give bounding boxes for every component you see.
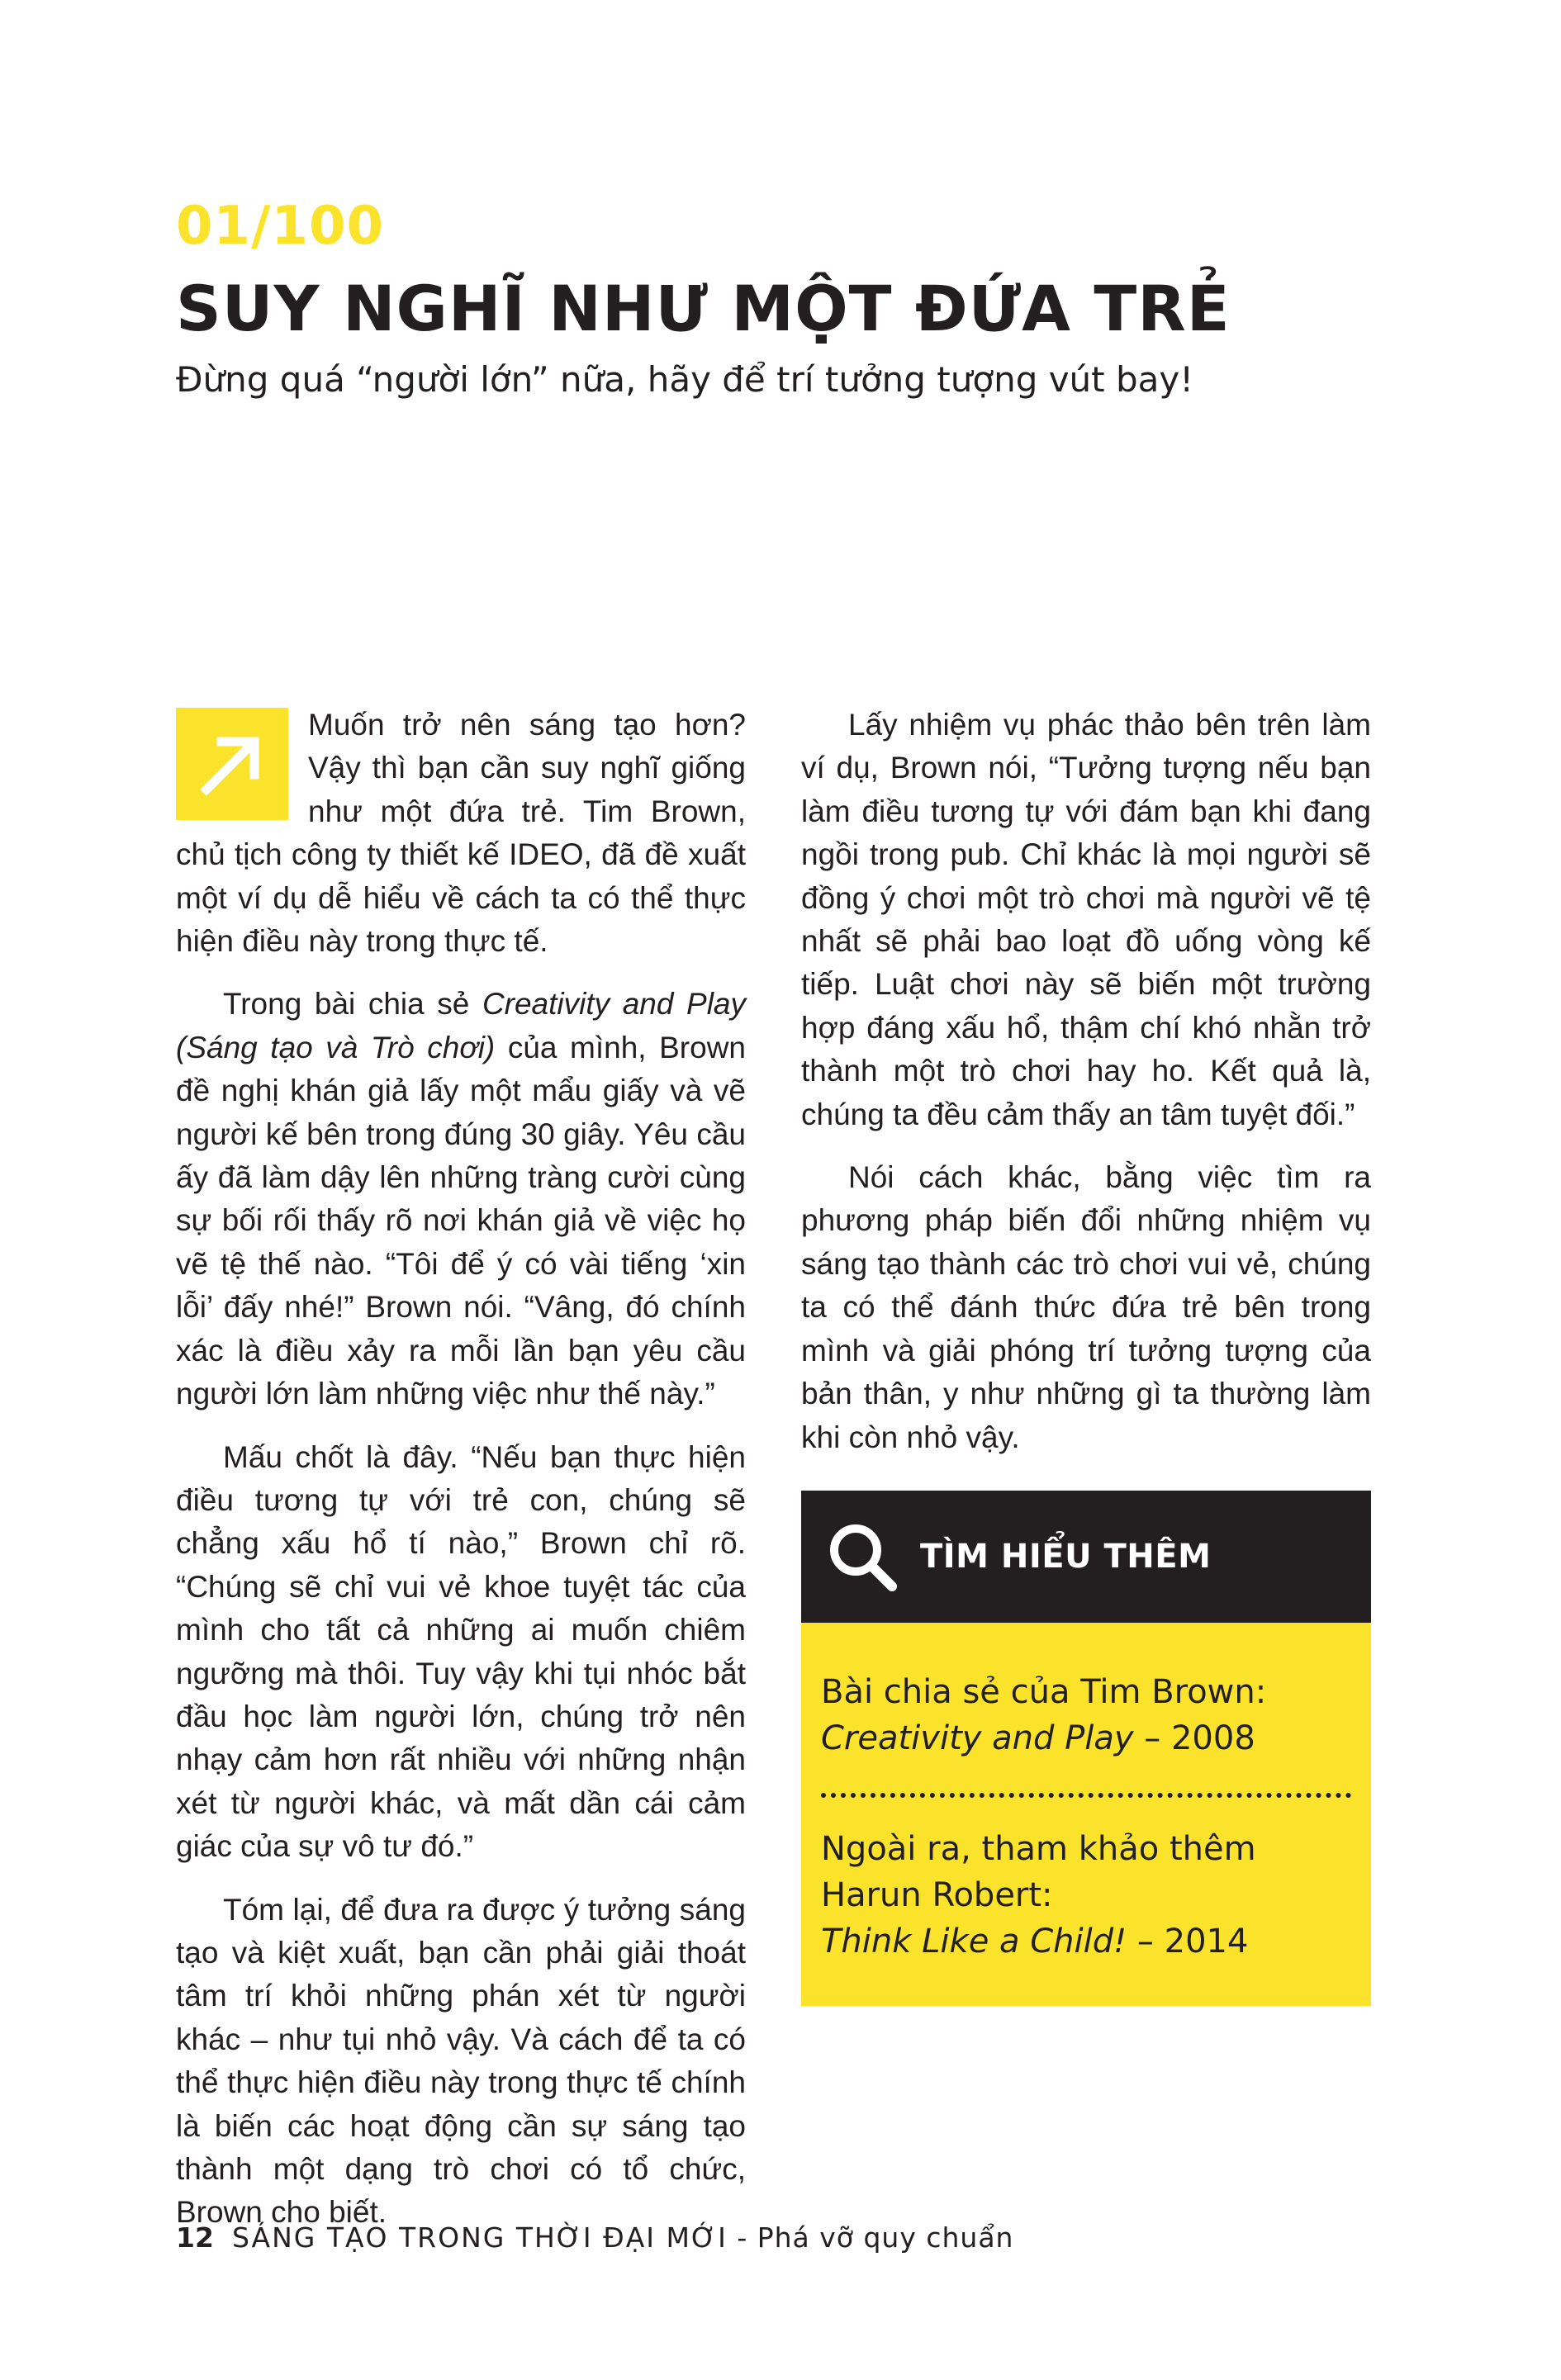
chapter-number: 01/100 xyxy=(176,196,385,257)
learn-more-header xyxy=(801,1491,1371,1623)
page-footer xyxy=(176,2221,1013,2254)
p2-before: Trong bài chia sẻ xyxy=(223,987,482,1022)
body-paragraph-4: Tóm lại, để đưa ra được ý tưởng sáng tạo và kiệt xuất, bạn cần phải giải thoát tâm trí khỏi những phán xét từ người khác – như tụi nhỏ vậy. Và cách để ta có thể thực hiện điều này trong thực tế chính là biến các hoạt động cần sự sáng tạo thành một dạng trò chơi có tổ chức, Brown cho biết. xyxy=(176,1892,746,2230)
reference-2-title: Think Like a Child! xyxy=(821,1922,1127,1960)
body-paragraph-5: Lấy nhiệm vụ phác thảo bên trên làm ví dụ, Brown nói, “Tưởng tượng nếu bạn làm điều tương tự với đám bạn khi đang ngồi trong pub. Chỉ khác là mọi người sẽ đồng ý chơi một trò chơi mà người vẽ tệ nhất sẽ phải bao loạt đồ uống vòng kế tiếp. Luật chơi này sẽ biến một trường hợp đáng xấu hổ, thậm chí khó nhằn trở thành một trò chơi hay ho. Kết quả là, chúng ta đều cảm thấy an tâm tuyệt đối.” xyxy=(801,708,1371,1131)
page-number: 12 xyxy=(176,2221,214,2254)
body-paragraph-6: Nói cách khác, bằng việc tìm ra phương pháp biến đổi những nhiệm vụ sáng tạo thành các trò chơi vui vẻ, chúng ta có thể đánh thức đứa trẻ bên trong mình và giải phóng trí tưởng tượng của bản thân, y như những gì ta thường làm khi còn nhỏ vậy. xyxy=(801,1160,1371,1454)
chapter-header xyxy=(176,192,1415,405)
book-subtitle: - Phá vỡ quy chuẩn xyxy=(727,2221,1014,2254)
reference-2-line2: Harun Robert: xyxy=(821,1875,1053,1914)
reference-1-line1: Bài chia sẻ của Tim Brown: xyxy=(821,1672,1267,1711)
left-column xyxy=(176,704,746,2254)
p2-after: của mình, Brown đề nghị khán giả lấy một mẩu giấy và vẽ người kế bên trong đúng 30 giây. Yêu cầu ấy đã làm dậy lên những tràng cười cùng sự bối rối thấy rõ nơi khán giả về việc họ vẽ tệ thế nào. “Tôi để ý có vài tiếng ‘xin lỗi’ đấy nhé!” Brown nói. “Vâng, đó chính xác là điều xảy ra mỗi lần bạn yêu cầu người lớn làm những việc như thế này.” xyxy=(176,1030,747,1411)
book-title: SÁNG TẠO TRONG THỜI ĐẠI MỚI xyxy=(231,2221,728,2254)
learn-more-title: TÌM HIỂU THÊM xyxy=(920,1537,1212,1576)
chapter-title: SUY NGHĨ NHƯ MỘT ĐỨA TRẺ xyxy=(176,272,1231,345)
reference-1 xyxy=(821,1669,1351,1761)
learn-more-box xyxy=(801,1491,1371,2006)
chapter-subtitle: Đừng quá “người lớn” nữa, hãy để trí tưởng tượng vút bay! xyxy=(176,359,1194,400)
reference-2 xyxy=(821,1826,1351,1965)
learn-more-body xyxy=(801,1623,1371,2006)
body-paragraph-2 xyxy=(176,983,746,1415)
search-icon xyxy=(824,1519,900,1595)
body-paragraph-1: Muốn trở nên sáng tạo hơn? Vậy thì bạn cần suy nghĩ giống như một đứa trẻ. Tim Brown, chủ tịch công ty thiết kế IDEO, đã đề xuất một ví dụ dễ hiểu về cách ta có thể thực hiện điều này trong thực tế. xyxy=(176,708,746,959)
reference-1-year: – 2008 xyxy=(1133,1719,1255,1757)
reference-2-year: – 2014 xyxy=(1127,1922,1249,1960)
talk-title-italic: Creativity and Play (Sáng tạo và Trò chơi) xyxy=(176,987,747,1064)
arrow-up-right-icon xyxy=(176,708,288,820)
body-paragraph-3: Mấu chốt là đây. “Nếu bạn thực hiện điều tương tự với trẻ con, chúng sẽ chẳng xấu hổ tí nào,” Brown chỉ rõ. “Chúng sẽ chỉ vui vẻ khoe tuyệt tác của mình cho tất cả những ai muốn chiêm ngưỡng mà thôi. Tuy vậy khi tụi nhóc bắt đầu học làm người lớn, chúng trở nên nhạy cảm hơn rất nhiều với những nhận xét từ người khác, và mất dần cái cảm giác của sự vô tư đó.” xyxy=(176,1439,746,1864)
dotted-divider xyxy=(821,1793,1351,1798)
right-column xyxy=(801,704,1371,2006)
reference-1-line2 xyxy=(821,1715,1351,1761)
reference-2-line3 xyxy=(821,1918,1351,1965)
reference-2-line1: Ngoài ra, tham khảo thêm xyxy=(821,1829,1256,1868)
reference-1-title: Creativity and Play xyxy=(821,1719,1134,1757)
